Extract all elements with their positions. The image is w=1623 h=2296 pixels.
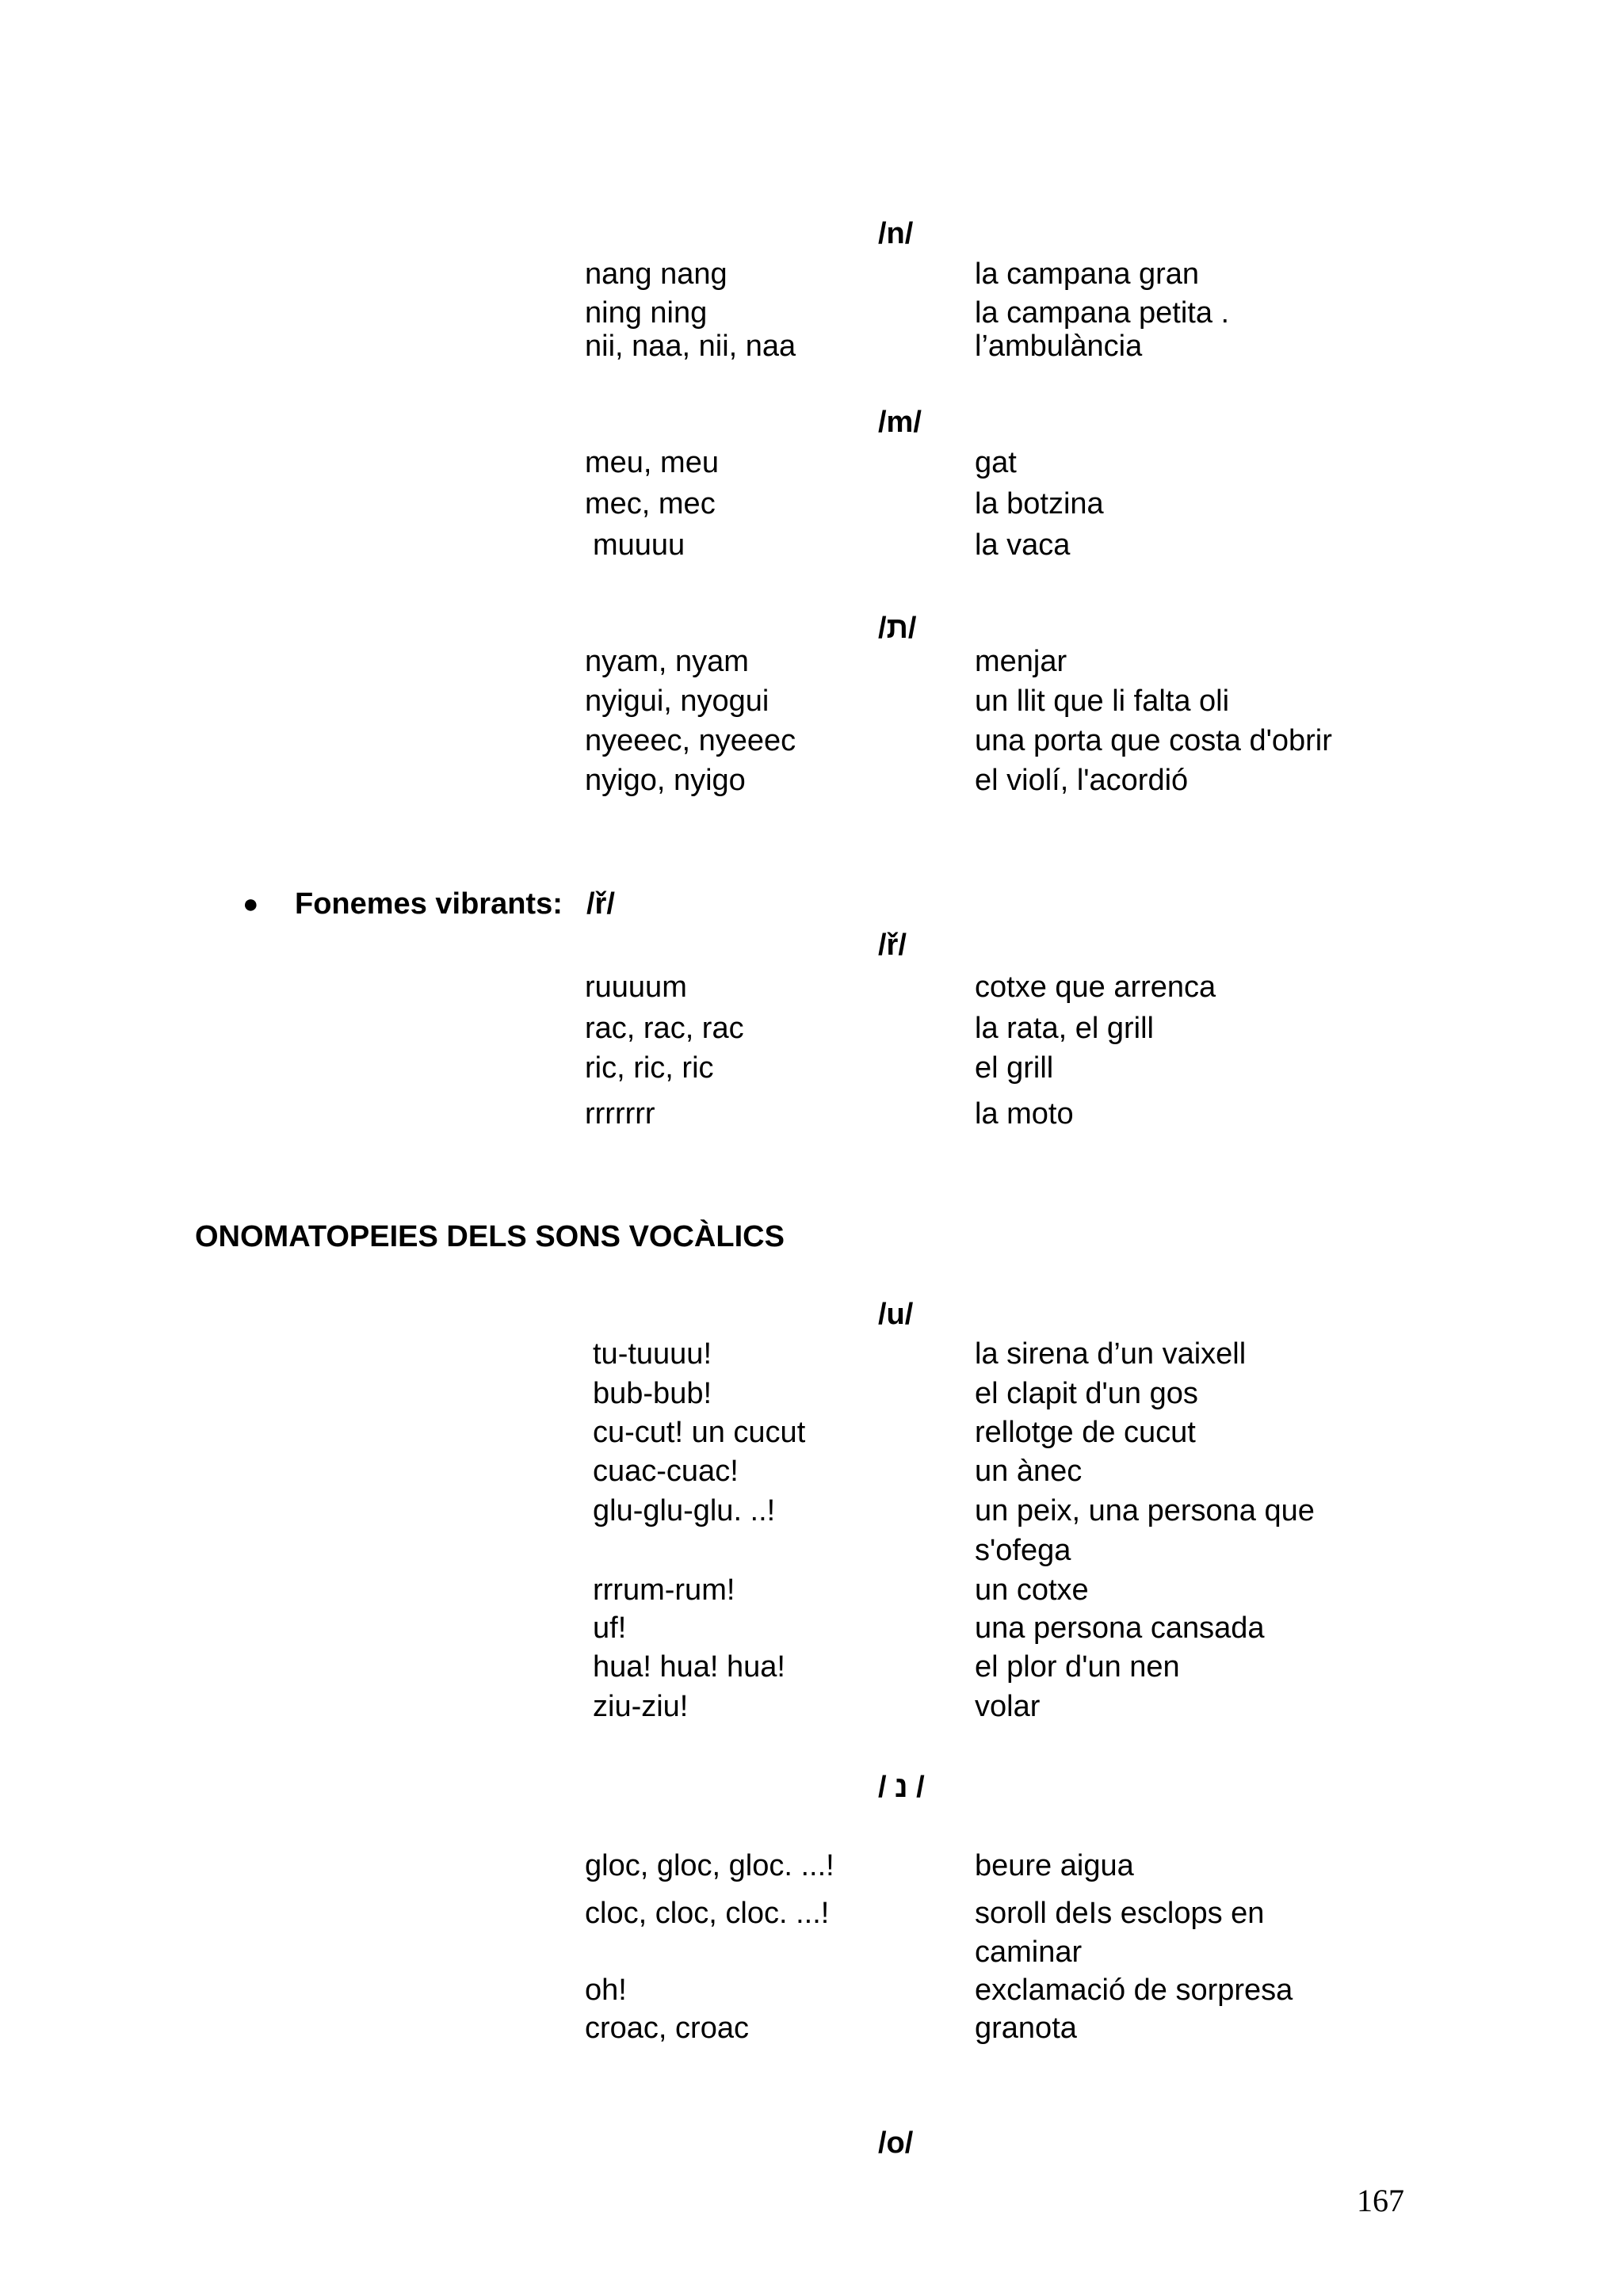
meaning-u-4-cont: s'ofega: [975, 1534, 1071, 1567]
word-oo-0: gloc, gloc, gloc. ...!: [585, 1849, 834, 1882]
meaning-oo-1: soroll deIs esclops en: [975, 1897, 1265, 1930]
meaning-oo-2: exclamació de sorpresa: [975, 1974, 1293, 2007]
word-r-1: rac, rac, rac: [585, 1012, 744, 1045]
meaning-n-0: la campana gran: [975, 257, 1200, 291]
word-ny-1: nyigui, nyogui: [585, 685, 769, 718]
meaning-u-5: un cotxe: [975, 1573, 1089, 1607]
word-n-2: nii, naa, nii, naa: [585, 330, 796, 363]
word-u-0: tu-tuuuu!: [593, 1337, 712, 1371]
word-r-0: ruuuum: [585, 971, 687, 1004]
meaning-oo-3: granota: [975, 2012, 1077, 2045]
phoneme-vibrant: /ř/: [878, 929, 907, 962]
vibrants-label: Fonemes vibrants:: [295, 887, 563, 921]
word-m-2: muuuu: [593, 528, 685, 562]
word-ny-0: nyam, nyam: [585, 645, 749, 678]
word-u-6: uf!: [593, 1611, 627, 1645]
meaning-u-3: un ànec: [975, 1455, 1083, 1488]
meaning-u-4: un peix, una persona que: [975, 1494, 1315, 1527]
meaning-m-1: la botzina: [975, 487, 1104, 521]
meaning-ny-3: el violí, l'acordió: [975, 764, 1189, 797]
word-u-4: glu-glu-glu. ..!: [593, 1494, 776, 1527]
phoneme-m: /m/: [878, 406, 922, 439]
page-number: 167: [1357, 2183, 1404, 2218]
word-u-5: rrrum-rum!: [593, 1573, 735, 1607]
meaning-u-1: el clapit d'un gos: [975, 1377, 1198, 1410]
phoneme-u: /u/: [878, 1298, 914, 1331]
meaning-u-7: el plor d'un nen: [975, 1650, 1180, 1684]
phoneme-ny: /ת/: [878, 612, 917, 645]
word-ny-3: nyigo, nyigo: [585, 764, 746, 797]
section-heading-vocalics: ONOMATOPEIES DELS SONS VOCÀLICS: [195, 1220, 785, 1253]
meaning-r-1: la rata, el grill: [975, 1012, 1154, 1045]
meaning-u-6: una persona cansada: [975, 1611, 1265, 1645]
meaning-u-8: volar: [975, 1690, 1041, 1723]
phoneme-open-o: / נ /: [878, 1771, 925, 1804]
word-oo-3: croac, croac: [585, 2012, 749, 2045]
word-r-3: rrrrrrr: [585, 1097, 655, 1131]
meaning-ny-2: una porta que costa d'obrir: [975, 724, 1332, 757]
vibrants-bullet-phoneme: /ř/: [586, 887, 615, 921]
word-n-1: ning ning: [585, 296, 708, 330]
meaning-r-0: cotxe que arrenca: [975, 971, 1216, 1004]
word-u-8: ziu-ziu!: [593, 1690, 689, 1723]
word-u-1: bub-bub!: [593, 1377, 712, 1410]
meaning-n-1: la campana petita .: [975, 296, 1230, 330]
meaning-r-2: el grill: [975, 1051, 1054, 1085]
meaning-u-0: la sirena d’un vaixell: [975, 1337, 1247, 1371]
meaning-r-3: la moto: [975, 1097, 1074, 1131]
phoneme-o: /o/: [878, 2126, 914, 2160]
meaning-u-2: rellotge de cucut: [975, 1416, 1196, 1449]
meaning-n-2: l’ambulància: [975, 330, 1143, 363]
word-u-3: cuac-cuac!: [593, 1455, 739, 1488]
meaning-ny-0: menjar: [975, 645, 1067, 678]
word-m-1: mec, mec: [585, 487, 716, 521]
word-u-2: cu-cut! un cucut: [593, 1416, 806, 1449]
meaning-oo-1-cont: caminar: [975, 1936, 1083, 1969]
meaning-oo-0: beure aigua: [975, 1849, 1134, 1882]
meaning-m-0: gat: [975, 446, 1017, 479]
word-n-0: nang nang: [585, 257, 727, 291]
word-m-0: meu, meu: [585, 446, 719, 479]
meaning-ny-1: un llit que li falta oli: [975, 685, 1230, 718]
word-r-2: ric, ric, ric: [585, 1051, 714, 1085]
word-u-7: hua! hua! hua!: [593, 1650, 785, 1684]
phoneme-n: /n/: [878, 217, 914, 250]
meaning-m-2: la vaca: [975, 528, 1071, 562]
word-ny-2: nyeeec, nyeeec: [585, 724, 796, 757]
word-oo-2: oh!: [585, 1974, 627, 2007]
bullet-dot-icon: ●: [242, 889, 259, 919]
word-oo-1: cloc, cloc, cloc. ...!: [585, 1897, 830, 1930]
